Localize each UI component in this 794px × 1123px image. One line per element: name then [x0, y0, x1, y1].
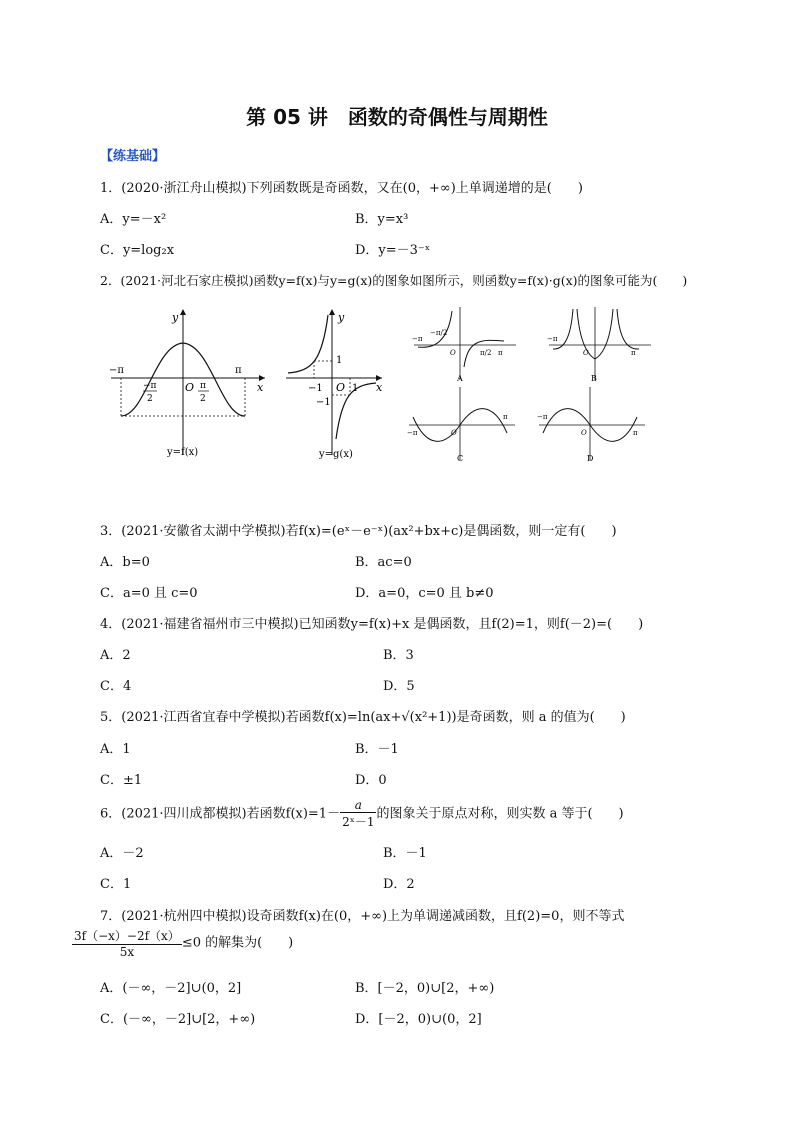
option-a-label: A [457, 374, 463, 383]
svg-text:O: O [583, 349, 589, 357]
q5-option-d: D．0 [355, 773, 387, 788]
q6-option-d: D．2 [383, 877, 415, 892]
figure-f-graph [105, 305, 275, 465]
q3-option-d: D．a=0，c=0 且 b≠0 [355, 586, 494, 601]
q5-option-b: B．－1 [355, 742, 399, 757]
f-origin: O [185, 381, 195, 394]
q6-fraction-den: 2ˣ－1 [342, 815, 375, 829]
q7-option-c: C．(－∞，－2]∪[2，+∞) [100, 1012, 256, 1027]
q1-option-d: D．y=－3⁻ˣ [355, 243, 431, 258]
svg-text:−π: −π [407, 429, 418, 437]
g-origin: O [336, 381, 346, 394]
svg-text:π: π [498, 349, 503, 357]
question-3-stem: 3．(2021·安徽省太湖中学模拟)若f(x)=(eˣ－e⁻ˣ)(ax²+bx+c)是偶函数，则一定有( ) [100, 524, 617, 539]
f-caption: y=f(x) [167, 447, 199, 458]
g-tick-neg-1-x: −1 [308, 383, 323, 394]
option-d-graph [535, 385, 650, 465]
q7-option-a: A．(－∞，－2]∪(0，2] [100, 981, 242, 996]
g-tick-neg-1: −1 [316, 397, 331, 408]
option-a-graph [410, 305, 520, 385]
q3-option-a: A．b=0 [100, 555, 150, 570]
q1-option-a: A．y=－x² [100, 212, 167, 227]
q6-option-a: A．－2 [100, 846, 144, 861]
q7-fraction [72, 927, 182, 959]
q7-fraction-num: 3f（−x）−2f（x） [74, 929, 180, 943]
svg-text:−π: −π [547, 335, 558, 343]
q6-stem-pre: 6．(2021·四川成都模拟)若函数f(x)=1－ [100, 806, 341, 822]
f-tick-neg-half-pi-num: −π [143, 381, 157, 391]
q6-stem-post: 的图象关于原点对称，则实数 a 等于( ) [376, 806, 624, 822]
svg-text:π: π [631, 349, 636, 357]
q4-option-a: A．2 [100, 648, 131, 663]
q7-option-b: B．[－2，0)∪[2，+∞) [355, 981, 495, 996]
q1-option-b: B．y=x³ [355, 212, 409, 227]
f-tick-half-pi-den: 2 [200, 394, 206, 404]
option-c-label: C [457, 454, 464, 463]
q6-fraction [340, 798, 376, 830]
question-7-stem: 7．(2021·杭州四中模拟)设奇函数f(x)在(0，+∞)上为单调递减函数，且f(2)=0，则不等式 [100, 909, 625, 924]
question-4-stem: 4．(2021·福建省福州市三中模拟)已知函数y=f(x)+x 是偶函数，且f(2)=1，则f(－2)=( ) [100, 617, 644, 632]
f-tick-half-pi-num: π [200, 381, 206, 391]
g-tick-1: 1 [336, 355, 343, 366]
q7-fraction-den: 5x [119, 945, 135, 959]
question-6-stem [100, 798, 624, 830]
g-caption: y=g(x) [319, 449, 353, 460]
q5-option-a: A．1 [100, 742, 131, 757]
q5-option-c: C．±1 [100, 773, 143, 788]
svg-text:π/2: π/2 [480, 349, 492, 357]
question-5-stem: 5．(2021·江西省宜春中学模拟)若函数f(x)=ln(ax+√(x²+1))是奇函数，则 a 的值为( ) [100, 710, 626, 725]
svg-text:−π: −π [412, 335, 423, 343]
q1-option-c: C．y=log₂x [100, 243, 175, 258]
q4-option-d: D．5 [383, 679, 415, 694]
svg-text:O: O [451, 429, 457, 437]
q3-option-b: B．ac=0 [355, 555, 412, 570]
g-tick-1-x: 1 [352, 383, 359, 394]
f-tick-pi: π [235, 365, 242, 376]
svg-text:O: O [450, 349, 456, 357]
option-b-label: B [591, 374, 597, 383]
q6-option-b: B．－1 [383, 846, 427, 861]
f-tick-neg-half-pi-den: 2 [147, 394, 153, 404]
q6-option-c: C．1 [100, 877, 132, 892]
option-d-label: D [587, 454, 594, 463]
svg-text:−π/2: −π/2 [430, 329, 448, 337]
q7-option-d: D．[－2，0)∪(0，2] [355, 1012, 482, 1027]
g-axis-x: x [376, 381, 383, 394]
option-b-graph [545, 305, 655, 385]
q4-option-c: C．4 [100, 679, 132, 694]
question-2-stem: 2．(2021·河北石家庄模拟)函数y=f(x)与y=g(x)的图象如图所示，则函数y=f(x)·g(x)的图象可能为( ) [100, 273, 688, 288]
f-tick-neg-pi: −π [109, 365, 124, 376]
q7-stem-post: ≤0 的解集为( ) [181, 935, 294, 951]
q6-fraction-num: a [340, 798, 376, 813]
option-c-graph [405, 385, 520, 465]
q3-option-c: C．a=0 且 c=0 [100, 586, 198, 601]
f-axis-x: x [257, 381, 264, 394]
question-1-stem: 1．(2020·浙江舟山模拟)下列函数既是奇函数，又在(0，+∞)上单调递增的是( ) [100, 181, 583, 196]
page-title: 第 05 讲 函数的奇偶性与周期性 [246, 105, 548, 129]
svg-text:π: π [633, 429, 638, 437]
f-axis-y: y [172, 311, 179, 324]
figure-g-graph [282, 305, 392, 465]
g-axis-y: y [338, 311, 345, 324]
section-heading: 【练基础】 [100, 149, 166, 164]
q7-inequality [72, 927, 293, 959]
q4-option-b: B．3 [383, 648, 414, 663]
svg-text:−π: −π [537, 413, 548, 421]
svg-text:O: O [581, 429, 587, 437]
svg-text:π: π [503, 413, 508, 421]
